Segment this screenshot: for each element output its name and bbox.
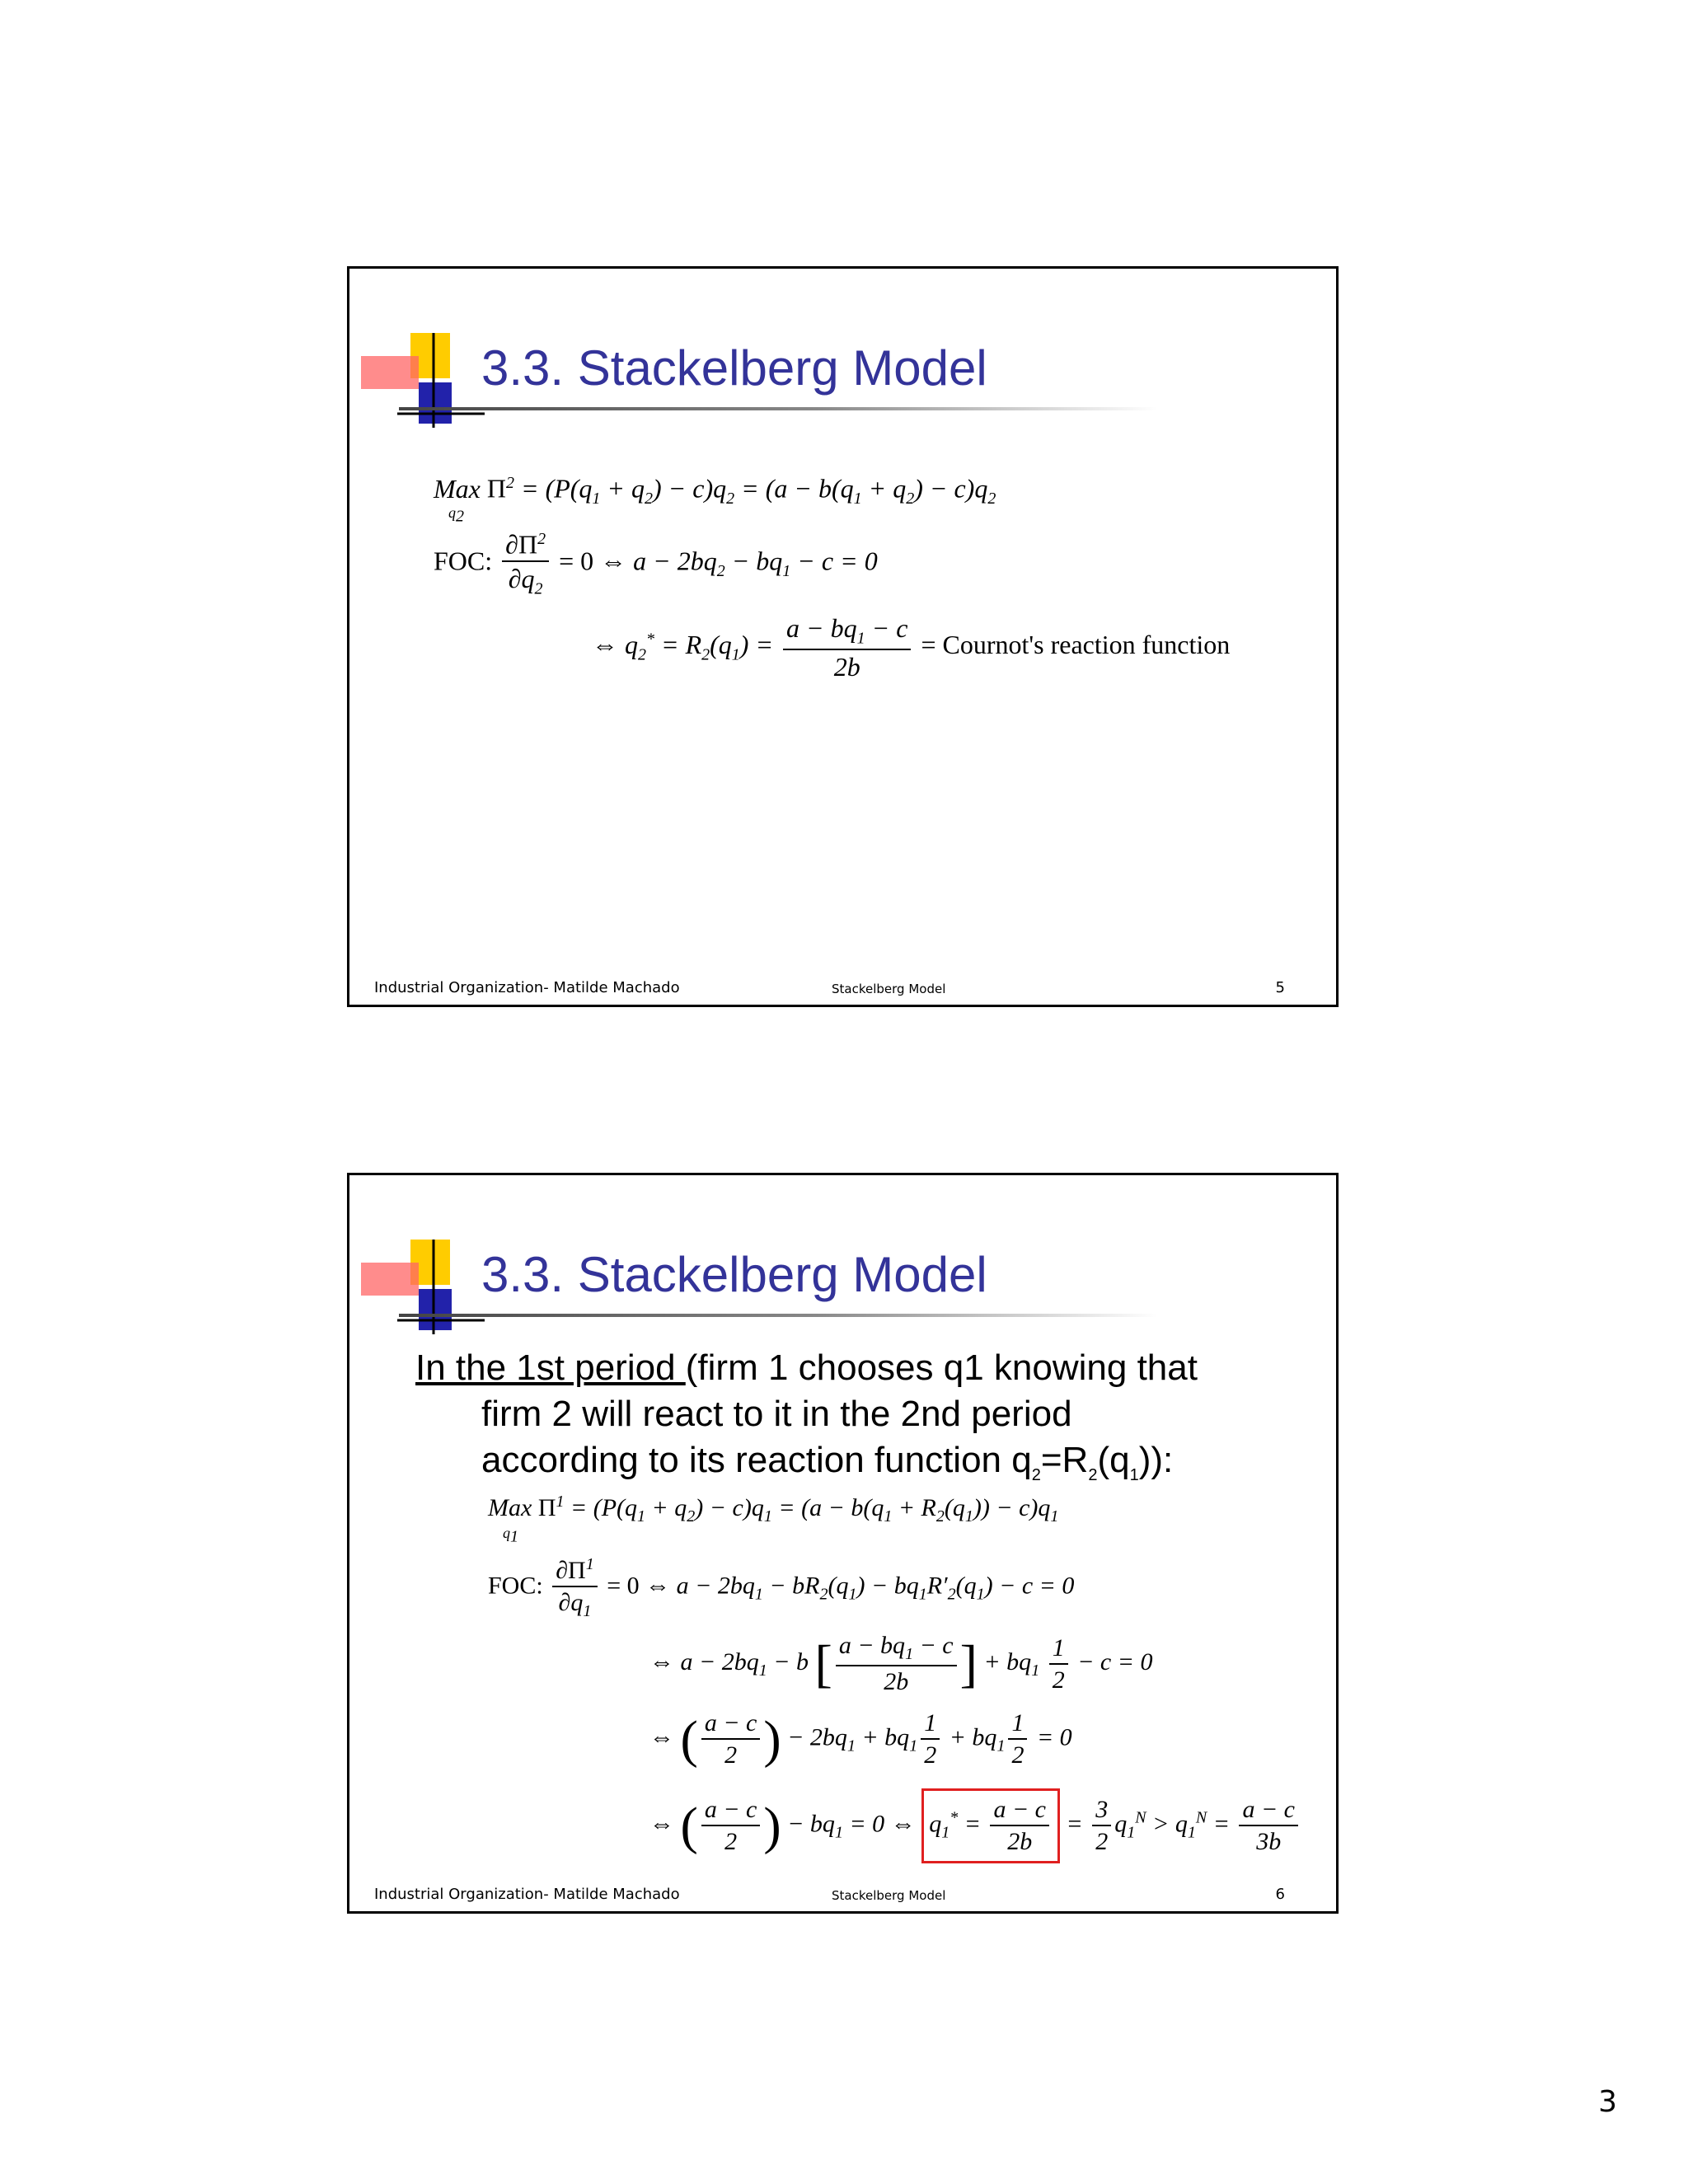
- foc-label: FOC:: [488, 1572, 543, 1600]
- slide-logo-icon: [361, 333, 485, 440]
- foc-equation: FOC: $\frac{\partial\Pi^1}{\partial q_1}$ = 0 ⇔ $a - 2bq_1 - bR_2(q_1) - bq_1R'_2(q_1) - c = 0$: [488, 1555, 1075, 1620]
- bullet-paren: (q: [1097, 1440, 1130, 1480]
- footer-slide-number: 6: [1275, 1886, 1285, 1903]
- slide-6: [347, 1173, 1339, 1914]
- bullet-rest: (firm 1 chooses q1 knowing that: [685, 1347, 1198, 1388]
- footer-author: Industrial Organization- Matilde Machado: [374, 979, 680, 996]
- footer-topic: Stackelberg Model: [832, 1888, 946, 1903]
- footer-slide-number: 5: [1275, 979, 1285, 996]
- stackelberg-solution-box: $q_1^*$ = $\frac{a - c}{2b}$: [921, 1788, 1060, 1863]
- bullet-underlined: In the 1st period: [415, 1347, 686, 1388]
- reaction-label: Cournot's reaction function: [942, 630, 1231, 660]
- bullet-sub: 1: [1129, 1465, 1139, 1484]
- bullet-sub: 2: [1031, 1465, 1041, 1484]
- slide-5: [347, 266, 1339, 1007]
- derivation-step-1: ⇔ $a - 2bq_1 - b$ [ $\frac{a - bq_1 - c}{2b}$ ] + $bq_1$ $\frac{1}{2}$ − c = 0: [649, 1632, 1153, 1695]
- slide-logo-icon: [361, 1240, 485, 1347]
- bullet-end: )):: [1138, 1440, 1174, 1480]
- bullet-line-2: firm 2 will react to it in the 2nd period: [481, 1394, 1072, 1434]
- foc-label: FOC:: [434, 546, 493, 576]
- title-divider: [399, 1314, 1157, 1317]
- max-equation: Max $q_1$ $\Pi^1 = (P(q_1 + q_2) - c)q_1 = (a - b(q_1 + R_2(q_1)) - c)q_1$: [488, 1493, 1059, 1546]
- foc-equation: FOC: $\frac{\partial\Pi^2}{\partial q_2}$ = 0 ⇔ $a - 2bq_2 - bq_1 - c = 0$: [434, 529, 878, 598]
- reaction-equation: ⇔ $q_2^* = R_2(q_1)$ = $\frac{a - bq_1 - c}{2b}$ = Cournot's reaction function: [592, 613, 1231, 682]
- slide-title: 3.3. Stackelberg Model: [481, 340, 987, 396]
- slide-title: 3.3. Stackelberg Model: [481, 1247, 987, 1302]
- bullet-eq: =R: [1040, 1440, 1089, 1480]
- bullet-text: [415, 1345, 1306, 1498]
- bullet-line-3: according to its reaction function q: [481, 1440, 1032, 1480]
- page-number: 3: [1598, 2085, 1617, 2119]
- derivation-step-2: ⇔ ( $\frac{a - c}{2}$ ) − $2bq_1 + bq_1$ $\frac{1}{2}$ + $bq_1$ $\frac{1}{2}$ = 0: [649, 1709, 1072, 1769]
- max-equation: Max $q_2$ $\Pi^2 = (P(q_1 + q_2) - c)q_2 = (a - b(q_1 + q_2) - c)q_2$: [434, 473, 996, 526]
- title-divider: [399, 407, 1157, 410]
- derivation-step-3: ⇔ ( $\frac{a - c}{2}$ ) − $bq_1 = 0$ ⇔ $q_1^*$ = $\frac{a - c}{2b}$ = $\frac{3}{2}$ $q_1^N > q_1^N$ = $\frac{a - c}{3b}$: [649, 1788, 1301, 1863]
- footer-topic: Stackelberg Model: [832, 982, 946, 996]
- bullet-sub: 2: [1088, 1465, 1098, 1484]
- footer-author: Industrial Organization- Matilde Machado: [374, 1886, 680, 1903]
